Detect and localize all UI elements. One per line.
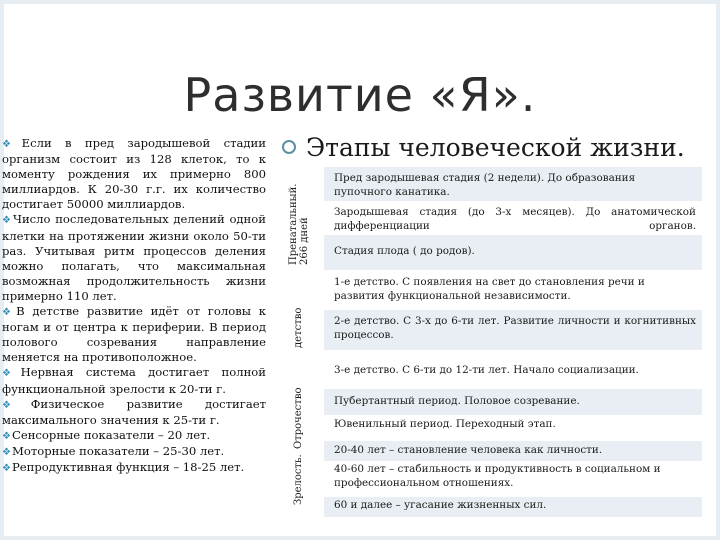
circle-bullet-icon: [282, 140, 296, 154]
list-item: ❖Если в пред зародышевой стадии организм состоит из 128 клеток, то к моменту рождения их примерно 800 миллиардов. К 20-30 г.г. их количество достигает 50000 миллиардов.: [2, 136, 266, 212]
stages-table: [276, 167, 702, 517]
diamond-bullet-icon: ❖: [2, 368, 20, 380]
table-row: Пубертантный период. Половое созревание.: [324, 389, 702, 415]
list-item: ❖Моторные показатели – 25-30 лет.: [2, 443, 225, 458]
diamond-bullet-icon: ❖: [2, 430, 11, 442]
list-item: ❖Число последовательных делений одной клетки на протяжении жизни около 50-ти раз. Учитывая ритм процессов деления можно полагать, что максимальная возможная продолжительность жизни примерно 110 лет.: [2, 212, 266, 303]
group-maturity: [276, 441, 325, 517]
table-row: Пред зародышевая стадия (2 недели). До образования пупочного канатика.: [324, 167, 702, 201]
table-row: 2-е детство. С 3-х до 6-ти лет. Развитие личности и когнитивных процессов.: [324, 310, 702, 350]
table-row: 3-е детство. С 6-ти до 12-ти лет. Начало социализации.: [324, 350, 702, 389]
diamond-bullet-icon: ❖: [2, 446, 11, 458]
table-row: Ювенильный период. Переходный этап.: [324, 415, 702, 441]
group-childhood: [276, 270, 325, 389]
table-row: 40-60 лет – стабильность и продуктивность в социальном и профессиональном отношениях.: [324, 461, 702, 497]
table-row: 60 и далее – угасание жизненных сил.: [324, 497, 702, 517]
table-row: 1-е детство. С появления на свет до становления речи и развития функциональной независимости.: [324, 270, 702, 310]
group-label-prenatal: Пренатальный. 266 дней: [288, 183, 310, 265]
diamond-bullet-icon: ❖: [2, 215, 12, 227]
diamond-bullet-icon: ❖: [2, 399, 30, 411]
list-item: ❖Физическое развитие достигает максимального значения к 25-ти г.: [2, 396, 267, 427]
facts-list: [2, 136, 266, 476]
table-row: 20-40 лет – становление человека как личности.: [324, 441, 702, 461]
list-item: ❖В детстве развитие идёт от головы к ногам и от центра к периферии. В период полового созревания направление меняется на противоположное.: [2, 304, 266, 365]
slide-title: Развитие «Я».: [183, 68, 537, 122]
group-adolescence: [276, 387, 325, 449]
table-row: Стадия плода ( до родов).: [324, 235, 702, 270]
group-label-childhood: детство: [293, 307, 304, 348]
stages-heading: Этапы человеческой жизни.: [282, 133, 685, 162]
list-item: ❖Репродуктивная функция – 18-25 лет.: [2, 459, 245, 474]
diamond-bullet-icon: ❖: [2, 307, 16, 319]
table-row: Зародышевая стадия (до 3-х месяцев). До анатомической дифференциации органов.: [324, 201, 702, 235]
group-label-adolescence: Отрочество: [293, 387, 304, 449]
diamond-bullet-icon: ❖: [2, 139, 21, 150]
list-item: ❖Нервная система достигает полной функциональной зрелости к 20-ти г.: [2, 365, 267, 396]
diamond-bullet-icon: ❖: [2, 462, 11, 474]
group-prenatal: [276, 167, 325, 270]
list-item: ❖Сенсорные показатели – 20 лет.: [2, 427, 211, 442]
group-label-maturity: Зрелость.: [293, 454, 304, 505]
